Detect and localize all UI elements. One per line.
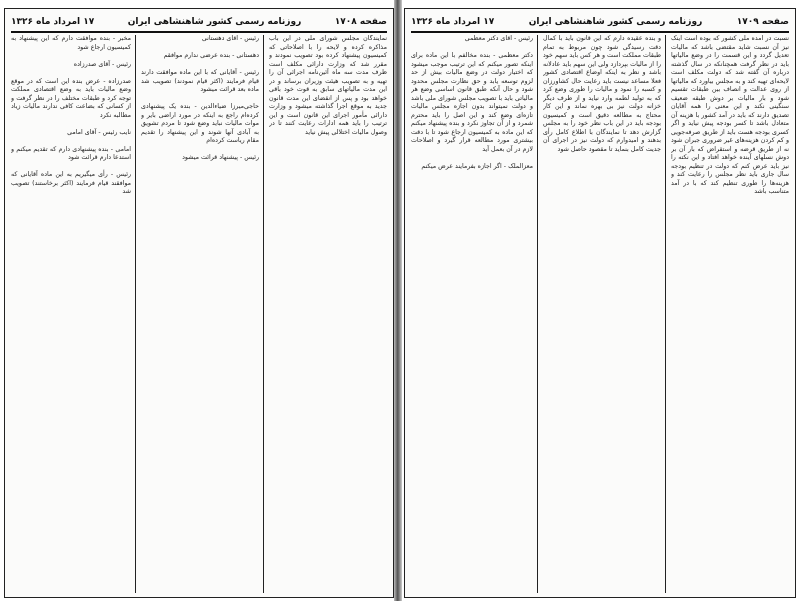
right-column-3: رئیس - آقای دکتر معظمی دکتر معظمی - بنده مخالفم با این ماده برای اینکه تصور میکنم که این ترتیب موجب میشود که اختیار دولت در وضع مالیات بیش از حد لزوم توسعه یابد و حق نظارت مجلس محدود شود و حال آنکه طبق قانون اساسی وضع هر مالیاتی باید با تصویب مجلس شورای ملی باشد و دولت نمیتواند بدون اجازه مجلس مالیات تازه‌ای وضع کند و این اصل را باید محترم شمرد و از آن تجاوز نکرد و بنده پیشنهاد میکنم که این ماده به کمیسیون ارجاع شود تا با دقت بیشتری مورد مطالعه قرار گیرد و اصلاحات لازم در آن بعمل آید معزالملک - اگر اجازه بفرمایند عرض میکنم (411, 35, 533, 170)
right-column-1: نسبت در آمده ملی کشور که بوده است اینک نیز آن نسبت شاید مقتضی باشد که مالیات تعدیل گردد و این قسمت را در وضع مالیاتها باید در نظر گرفت همچنانکه در سال گذشته درباره آن گفته شد که دولت مکلف است لایحه‌ای تهیه کند و به مجلس بیاورد که مالیاتها از روی عدالت و انصاف بین طبقات تقسیم شود و بار مالیات بر دوش طبقه ضعیف سنگینی نکند و این معنی را همه آقایان تصدیق دارند که باید در آمد کشور با هزینه آن متعادل باشد تا کسر بودجه پیش نیاید و اگر کسری بودجه هست باید از طریق صرفه‌جویی و کم کردن هزینه‌های غیر ضروری جبران شود نه از طریق قرضه و استقراض که بار آن بر دوش نسلهای آینده خواهد افتاد و این نکته را نیز باید عرض کنم که دولت در تنظیم بودجه سال جاری باید نظر مجلس را رعایت کند و هزینه‌ها را طوری تنظیم کند که با در آمد متناسب باشد (671, 35, 789, 195)
left-header-title: روزنامه رسمی کشور شاهنشاهی ایران (127, 17, 302, 27)
right-header-title: روزنامه رسمی کشور شاهنشاهی ایران (528, 17, 703, 27)
left-header-number: صفحه ۱۷۰۸ (334, 17, 387, 27)
book-gutter (394, 0, 402, 601)
right-page (404, 8, 796, 598)
left-column-2: رئیس - آقای دهستانی دهستانی - بنده عرضی ندارم موافقم رئیس - آقایانی که با این ماده موافقت دارند قیام فرمایند (اکثر قیام نمودند) تصویب شد ماده بعد قرائت میشود حاجی‌میرزا ضیاءالدین - بنده یک پیشنهادی کرده‌ام راجع به اینکه در مورد اراضی بایر و موات مالیات نباید وضع شود تا مردم تشویق به آبادی آنها شوند و این پیشنهاد را تقدیم مقام ریاست کرده‌ام رئیس - پیشنهاد قرائت میشود (141, 35, 259, 161)
right-header-number: صفحه ۱۷۰۹ (736, 17, 789, 27)
left-column-1: نمایندگان مجلس شورای ملی در این باب مذاکره کرده و لایحه را با اصلاحاتی که کمیسیون پیشنهاد کرده بود تصویب نمودند و مقرر شد که وزارت دارائی مکلف است ظرف مدت سه ماه آئین‌نامه اجرائی آن را تهیه و به تصویب هیئت وزیران برساند و در این مدت مالیاتهای سابق به قوت خود باقی خواهد بود و پس از انقضای این مدت قانون جدید به موقع اجرا گذاشته میشود و وزارت دارائی مأمور اجرای این قانون است و این ترتیب را باید همه ادارات رعایت کنند تا در وصول مالیات اختلالی پیش نیاید (269, 35, 387, 136)
column-rule (537, 35, 538, 593)
left-page (4, 8, 394, 598)
right-column-2: و بنده عقیده دارم که این قانون باید با کمال دقت رسیدگی شود چون مربوط به تمام طبقات مملکت است و هر کس باید سهم خود را از مالیات بپردازد ولی این سهم باید عادلانه باشد و نظر به اینکه اوضاع اقتصادی کشور فعلا مساعد نیست باید رعایت حال کشاورزان و کسبه را نمود و مالیات را طوری وضع کرد که به تولید لطمه وارد نیاید و از طرف دیگر خزانه دولت نیز بی بهره نماند و این کار محتاج به مطالعه دقیق است و کمیسیون بودجه باید در این باب نظر خود را به مجلس گزارش دهد تا نمایندگان با اطلاع کامل رأی بدهند و امیدوارم که دولت نیز در اجرای آن جدیت کامل بنماید تا مقصود حاصل شود (543, 35, 661, 153)
column-rule (135, 35, 136, 593)
left-header-date: ۱۷ امرداد ماه ۱۳۲۶ (11, 17, 95, 27)
right-header-date: ۱۷ امرداد ماه ۱۳۲۶ (411, 17, 495, 27)
left-column-3: مخبر - بنده موافقت دارم که این پیشنهاد به کمیسیون ارجاع شود رئیس - آقای صدرزاده صدرزاده - عرض بنده این است که در موقع وضع مالیات باید به وضع اقتصادی مملکت توجه کرد و طبقات مختلف را در نظر گرفت و از کسانی که بضاعت کافی ندارند مالیات زیاد مطالبه نکرد نایب رئیس - آقای امامی امامی - بنده پیشنهادی دارم که تقدیم میکنم و استدعا دارم قرائت شود رئیس - رأی میگیریم به این ماده آقایانی که موافقند قیام فرمایند (اکثر برخاستند) تصویب شد (11, 35, 131, 195)
left-page-header (11, 13, 387, 33)
right-page-header (411, 13, 789, 33)
left-page-columns (11, 35, 387, 593)
column-rule (263, 35, 264, 593)
right-page-columns (411, 35, 789, 593)
column-rule (665, 35, 666, 593)
